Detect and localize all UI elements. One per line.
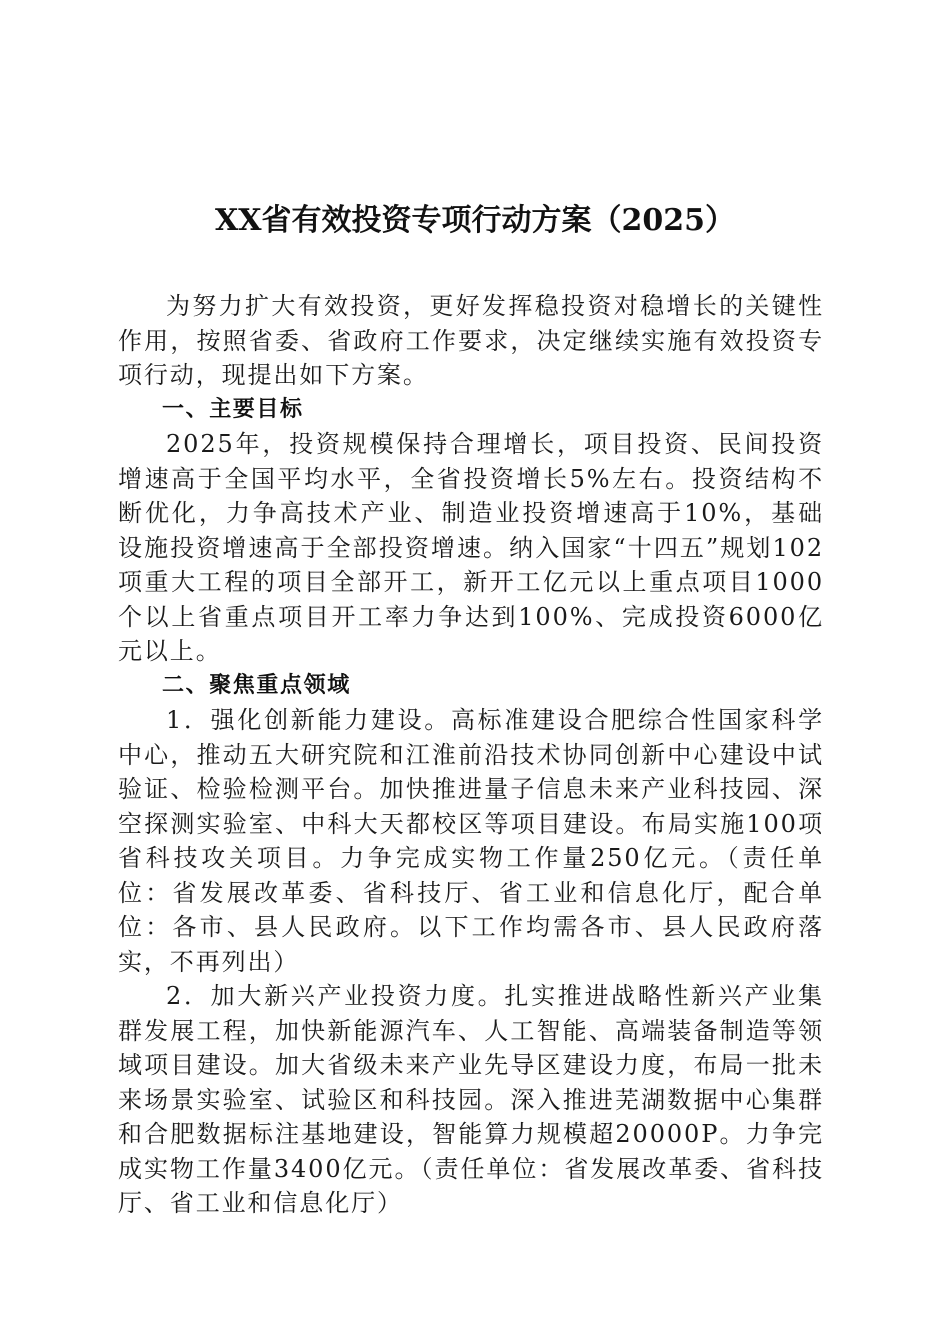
intro-paragraph: 为努力扩大有效投资，更好发挥稳投资对稳增长的关键性作用，按照省委、省政府工作要求，决定继续实施有效投资专项行动，现提出如下方案。 <box>118 292 824 389</box>
document-body <box>118 289 824 1221</box>
document-title: XX省有效投资专项行动方案（2025） <box>214 203 736 238</box>
goals-paragraph: 2025年，投资规模保持合理增长，项目投资、民间投资增速高于全国平均水平，全省投资增长5%左右。投资结构不断优化，力争高技术产业、制造业投资增速高于10%，基础设施投资增速高于全部投资增速。纳入国家“十四五”规划102项重大工程的项目全部开工，新开工亿元以上重点项目1000个以上省重点项目开工率力争达到100%、完成投资6000亿元以上。 <box>118 430 824 665</box>
key-area-paragraph-1: 1．强化创新能力建设。高标准建设合肥综合性国家科学中心，推动五大研究院和江淮前沿技术协同创新中心建设中试验证、检验检测平台。加快推进量子信息未来产业科技园、深空探测实验室、中科大天都校区等项目建设。布局实施100项省科技攻关项目。力争完成实物工作量250亿元。（责任单位：省发展改革委、省科技厅、省工业和信息化厅，配合单位：各市、县人民政府。以下工作均需各市、县人民政府落实，不再列出） <box>118 706 824 976</box>
key-area-paragraph-2: 2．加大新兴产业投资力度。扎实推进战略性新兴产业集群发展工程，加快新能源汽车、人工智能、高端装备制造等领域项目建设。加大省级未来产业先导区建设力度，布局一批未来场景实验室、试验区和科技园。深入推进芜湖数据中心集群和合肥数据标注基地建设，智能算力规模超20000P。力争完成实物工作量3400亿元。（责任单位：省发展改革委、省科技厅、省工业和信息化厅） <box>118 982 824 1217</box>
section-heading-goals: 一、主要目标 <box>162 396 304 422</box>
section-heading-key-areas: 二、聚焦重点领域 <box>162 672 351 698</box>
